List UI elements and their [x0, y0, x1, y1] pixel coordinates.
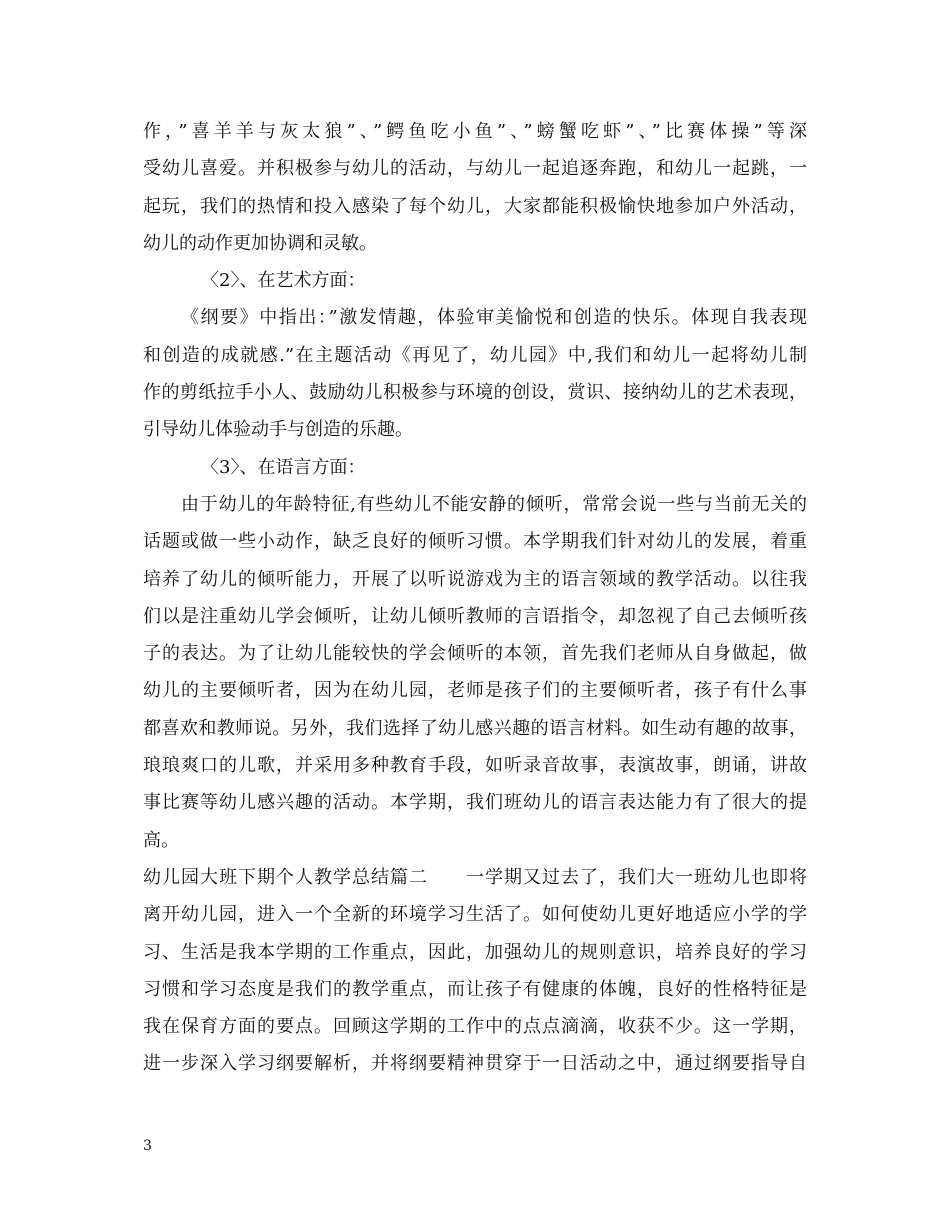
text-line: 事比赛等幼儿感兴趣的活动。本学期，我们班幼儿的语言表达能力有了很大的提 — [143, 792, 807, 814]
text-line: 我在保育方面的要点。回顾这学期的工作中的点点滴滴，收获不少。这一学期， — [143, 1016, 807, 1038]
text-line: 作，”喜羊羊与灰太狼”、”鳄鱼吃小鱼”、”螃蟹吃虾”、”比赛体操”等深 — [143, 121, 807, 142]
text-line: 子的表达。为了让幼儿能较快的学会倾听的本领，首先我们老师从自身做起，做 — [143, 643, 807, 665]
body-text — [143, 113, 807, 1083]
text-line: 受幼儿喜爱。并积极参与幼儿的活动，与幼儿一起追逐奔跑，和幼儿一起跳，一 — [143, 158, 807, 180]
text-line: 进一步深入学习纲要解析，并将纲要精神贯穿于一日活动之中，通过纲要指导自 — [143, 1053, 807, 1075]
page-number: 3 — [143, 1138, 152, 1154]
section-heading-art: 〈2〉、在艺术方面： — [201, 270, 366, 292]
text-line: 幼儿的动作更加协调和灵敏。 — [143, 232, 377, 254]
text-line: 作的剪纸拉手小人、鼓励幼儿积极参与环境的创设，赏识、接纳幼儿的艺术表现， — [143, 382, 807, 404]
text-line: 们以是注重幼儿学会倾听，让幼儿倾听教师的言语指令，却忽视了自己去倾听孩 — [143, 605, 807, 627]
text-line: 习惯和学习态度是我们的教学重点，而让孩子有健康的体魄，良好的性格特征是 — [143, 978, 807, 1000]
text-line: 习、生活是我本学期的工作重点，因此，加强幼儿的规则意识，培养良好的学习 — [143, 941, 807, 963]
text-line: 琅琅爽口的儿歌，并采用多种教育手段，如听录音故事，表演故事，朗诵，讲故 — [143, 755, 807, 777]
text-line: 都喜欢和教师说。另外，我们选择了幼儿感兴趣的语言材料。如生动有趣的故事， — [143, 717, 807, 739]
text-line: 由于幼儿的年龄特征,有些幼儿不能安静的倾听，常常会说一些与当前无关的 — [181, 493, 807, 515]
text-line: 起玩，我们的热情和投入感染了每个幼儿，大家都能积极愉快地参加户外活动， — [143, 195, 807, 217]
text-line: 离开幼儿园，进入一个全新的环境学习生活了。如何使幼儿更好地适应小学的学 — [143, 904, 807, 926]
text-line: 高。 — [143, 829, 179, 851]
text-line: 培养了幼儿的倾听能力，开展了以听说游戏为主的语言领域的教学活动。以往我 — [143, 568, 807, 590]
section-heading-language: 〈3〉、在语言方面： — [201, 456, 366, 478]
text-line: 幼儿的主要倾听者，因为在幼儿园，老师是孩子们的主要倾听者，孩子有什么事 — [143, 680, 807, 702]
text-line: 和创造的成就感.”在主题活动《再见了，幼儿园》中,我们和幼儿一起将幼儿制 — [143, 344, 807, 366]
text-line: 引导幼儿体验动手与创造的乐趣。 — [143, 419, 413, 441]
text-line: 话题或做一些小动作，缺乏良好的倾听习惯。本学期我们针对幼儿的发展，着重 — [143, 531, 807, 553]
text-line: 《纲要》中指出：”激发情趣，体验审美愉悦和创造的快乐。体现自我表现 — [181, 307, 807, 329]
section-title-line: 幼儿园大班下期个人教学总结篇二 一学期又过去了，我们大一班幼儿也即将 — [143, 866, 807, 888]
